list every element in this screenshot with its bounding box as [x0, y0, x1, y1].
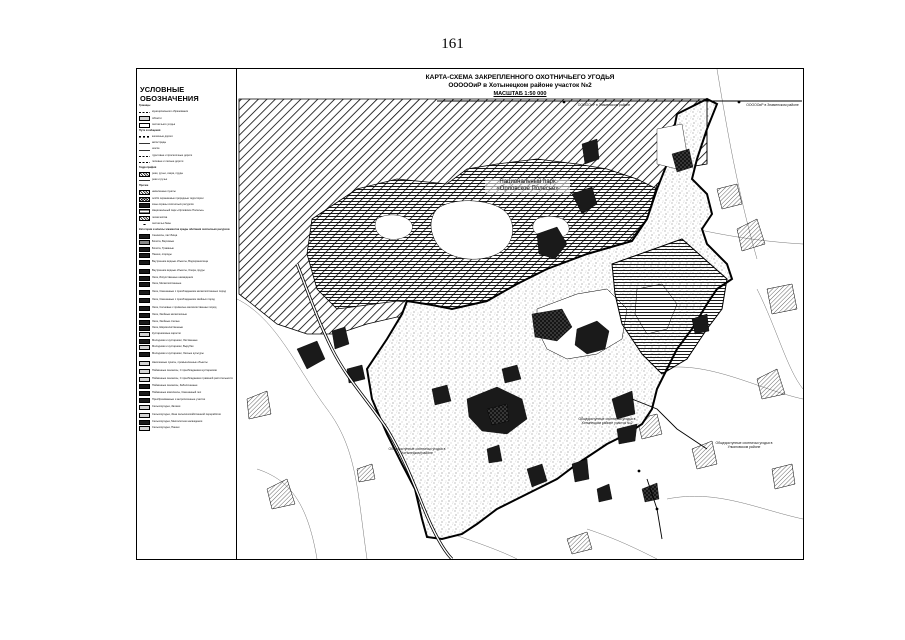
legend-item — [137, 367, 236, 375]
area-label-ulyanovsk: Общедоступные охотничьи угодья в Ульяновском районе — [715, 441, 773, 449]
legend-swatch — [139, 391, 150, 396]
legend-swatch — [139, 352, 150, 357]
legend-swatch — [139, 197, 150, 202]
legend-swatch — [139, 260, 150, 265]
legend-swatch — [139, 110, 150, 115]
legend-swatch — [139, 339, 150, 344]
legend-label: Категории и классы элементов среды обитания охотничьих ресурсов — [139, 228, 230, 232]
legend-label: Леса, Хвойные спелые — [152, 319, 180, 323]
legend-label: шоссе — [152, 147, 160, 151]
legend-swatch — [139, 361, 150, 366]
legend-label: реки, ручьи, озера, пруды — [152, 172, 183, 176]
legend-swatch — [139, 332, 150, 337]
legend-label: полевые и лесные дороги — [152, 160, 184, 164]
legend-swatch — [139, 116, 150, 121]
area-label-khotynets: Общедоступные охотничьи угодья в Хотынецком районе — [388, 447, 446, 455]
legend-label: Болота, Верховые — [152, 240, 175, 244]
legend-label: охотничьи базы — [152, 222, 171, 226]
legend-item — [137, 304, 236, 312]
legend-swatch — [139, 426, 150, 431]
legend-label: Молодняки и кустарники, Лиственные — [152, 338, 198, 342]
legend-item — [137, 259, 236, 267]
legend-swatch — [139, 253, 150, 258]
legend-swatch — [139, 282, 150, 287]
legend-label: железные дороги — [152, 134, 173, 138]
legend-label: Преобразованные и антропогенные участки — [152, 398, 206, 401]
map-scale: МАСШТАБ 1:50 000 — [493, 91, 547, 97]
legend-label: Сельхозугодья, Пашни — [152, 426, 180, 430]
legend-swatch — [139, 405, 150, 410]
legend-swatch — [139, 216, 150, 221]
legend-label: Гидрография — [139, 166, 157, 170]
legend-label: Молодняки и кустарники, Вырубки — [152, 345, 194, 349]
legend-swatch — [139, 154, 150, 159]
legend-label: лесничества — [152, 215, 168, 219]
legend-label: Сельхозугодья, Зона сельскохозяйственной переработки — [152, 412, 221, 416]
legend-label: грунтовые и проселочные дороги — [152, 153, 193, 157]
legend-item — [137, 359, 236, 367]
legend-label: Леса, Искусственные насаждения — [152, 275, 193, 279]
legend-label: Пашни, огороды — [152, 253, 172, 257]
legend-label: Пути сообщения — [139, 128, 161, 132]
legend-label: Пойменные сенокосы, С преобладанием травяной растительности — [152, 377, 234, 381]
legend-label: Сельхозугодья, Многолетние насаждения — [152, 419, 203, 423]
legend-label: Внутренние водные объекты, Озера, пруды — [152, 268, 205, 272]
legend-item — [137, 267, 236, 275]
legend-label: муниципального образования — [152, 110, 189, 114]
legend-item — [137, 375, 236, 383]
map-canvas[interactable] — [237, 69, 803, 559]
legend-swatch — [139, 398, 150, 403]
legend-label: Молодняки и кустарники, Лесные культуры — [152, 352, 204, 356]
legend-swatch — [139, 384, 150, 389]
legend-label: области — [152, 116, 162, 120]
legend-swatch — [139, 369, 150, 374]
legend-swatch — [139, 190, 150, 195]
legend-label: Границы — [139, 104, 151, 108]
legend-label: охотничьего угодья — [152, 122, 176, 126]
legend-swatch — [139, 147, 150, 152]
page-number: 161 — [441, 36, 464, 52]
legend-item — [137, 288, 236, 296]
legend-item — [137, 351, 236, 359]
map-svg — [237, 69, 803, 559]
legend-swatch — [139, 306, 150, 311]
legend-swatch — [139, 326, 150, 331]
legend-label: Пойменные сенокосы, С преобладанием кустарников — [152, 368, 217, 372]
legend-label: особо охраняемые природные территории — [152, 196, 204, 200]
legend-item — [137, 426, 236, 432]
legend-label: Леса, Мелколиственные — [152, 282, 182, 286]
legend-label: Населенные пункты, промышленные объекты — [152, 360, 208, 364]
legend-label: реки и ручьи — [152, 178, 168, 182]
legend-swatch — [139, 178, 150, 183]
legend-label: Леса, Хвойные мелколесные — [152, 313, 187, 317]
legend-label: Прочее — [139, 184, 149, 188]
legend-swatch — [139, 141, 150, 146]
legend-label: Леса, Смешанные с преобладанием мелколиственных пород — [152, 289, 227, 293]
map-title: КАРТА-СХЕМА ЗАКРЕПЛЕННОГО ОХОТНИЧЬЕГО УГОДЬЯ — [425, 74, 615, 81]
area-label-znamensky-2: ОООООиР в Знаменском районе — [746, 103, 799, 107]
legend-label: Болота, Травяные — [152, 246, 174, 250]
legend-swatch — [139, 247, 150, 252]
national-park-label: Национальный парк «Орловское Полесье» — [485, 179, 570, 193]
legend-label: Пойменные сенокосы, Заболоченные — [152, 384, 198, 388]
legend-list — [137, 104, 236, 432]
area-label-znamensky-1: ОООООиР в Знаменском районе — [577, 103, 631, 107]
legend-label: Леса, Широколиственные — [152, 326, 183, 329]
legend-label: населенные пункты — [152, 190, 176, 194]
legend-label: Пойменные комплексы, Смешанный лес — [152, 390, 202, 394]
legend-label: Сенокосы, пастбища — [152, 233, 178, 237]
legend-swatch — [139, 123, 150, 128]
legend-label: Сельхозугодья, Залежи — [152, 405, 181, 409]
legend-swatch — [139, 209, 150, 214]
legend-swatch — [139, 420, 150, 425]
legend-item — [137, 396, 236, 404]
legend-swatch — [139, 222, 150, 227]
map-frame — [136, 68, 804, 560]
legend-label: Национальный парк «Орловское Полесье» — [152, 209, 204, 213]
legend-swatch — [139, 276, 150, 281]
legend-swatch — [139, 172, 150, 177]
legend-title: УСЛОВНЫЕ ОБОЗНАЧЕНИЯ — [140, 85, 199, 103]
legend-swatch — [139, 234, 150, 239]
legend-item — [137, 411, 236, 419]
legend-panel — [137, 69, 237, 559]
legend-swatch — [139, 290, 150, 295]
legend-swatch — [139, 240, 150, 245]
legend-label: Внутренние водные объекты, Водохранилища — [152, 260, 208, 264]
legend-label: Кустарниковые заросли — [152, 332, 181, 336]
legend-swatch — [139, 313, 150, 318]
legend-swatch — [139, 413, 150, 418]
legend-label: Леса, Сосновые с примесью мелколиственных пород — [152, 305, 217, 309]
legend-item — [137, 296, 236, 304]
legend-label: зоны охраны охотничьих ресурсов — [152, 202, 194, 206]
legend-swatch — [139, 160, 150, 165]
legend-swatch — [139, 298, 150, 303]
legend-swatch — [139, 203, 150, 208]
legend-swatch — [139, 135, 150, 140]
map-subtitle: ОООООиР в Хотынецком районе участок №2 — [448, 82, 592, 89]
legend-swatch — [139, 320, 150, 325]
legend-swatch — [139, 377, 150, 382]
legend-swatch — [139, 345, 150, 350]
legend-label: автострады — [152, 141, 167, 145]
legend-label: Леса, Смешанные с преобладанием хвойных пород — [152, 297, 215, 301]
area-label-plot-2: Общедоступные охотничьи угодья в Хотынецком районе участок №2 — [578, 417, 636, 425]
legend-swatch — [139, 269, 150, 274]
